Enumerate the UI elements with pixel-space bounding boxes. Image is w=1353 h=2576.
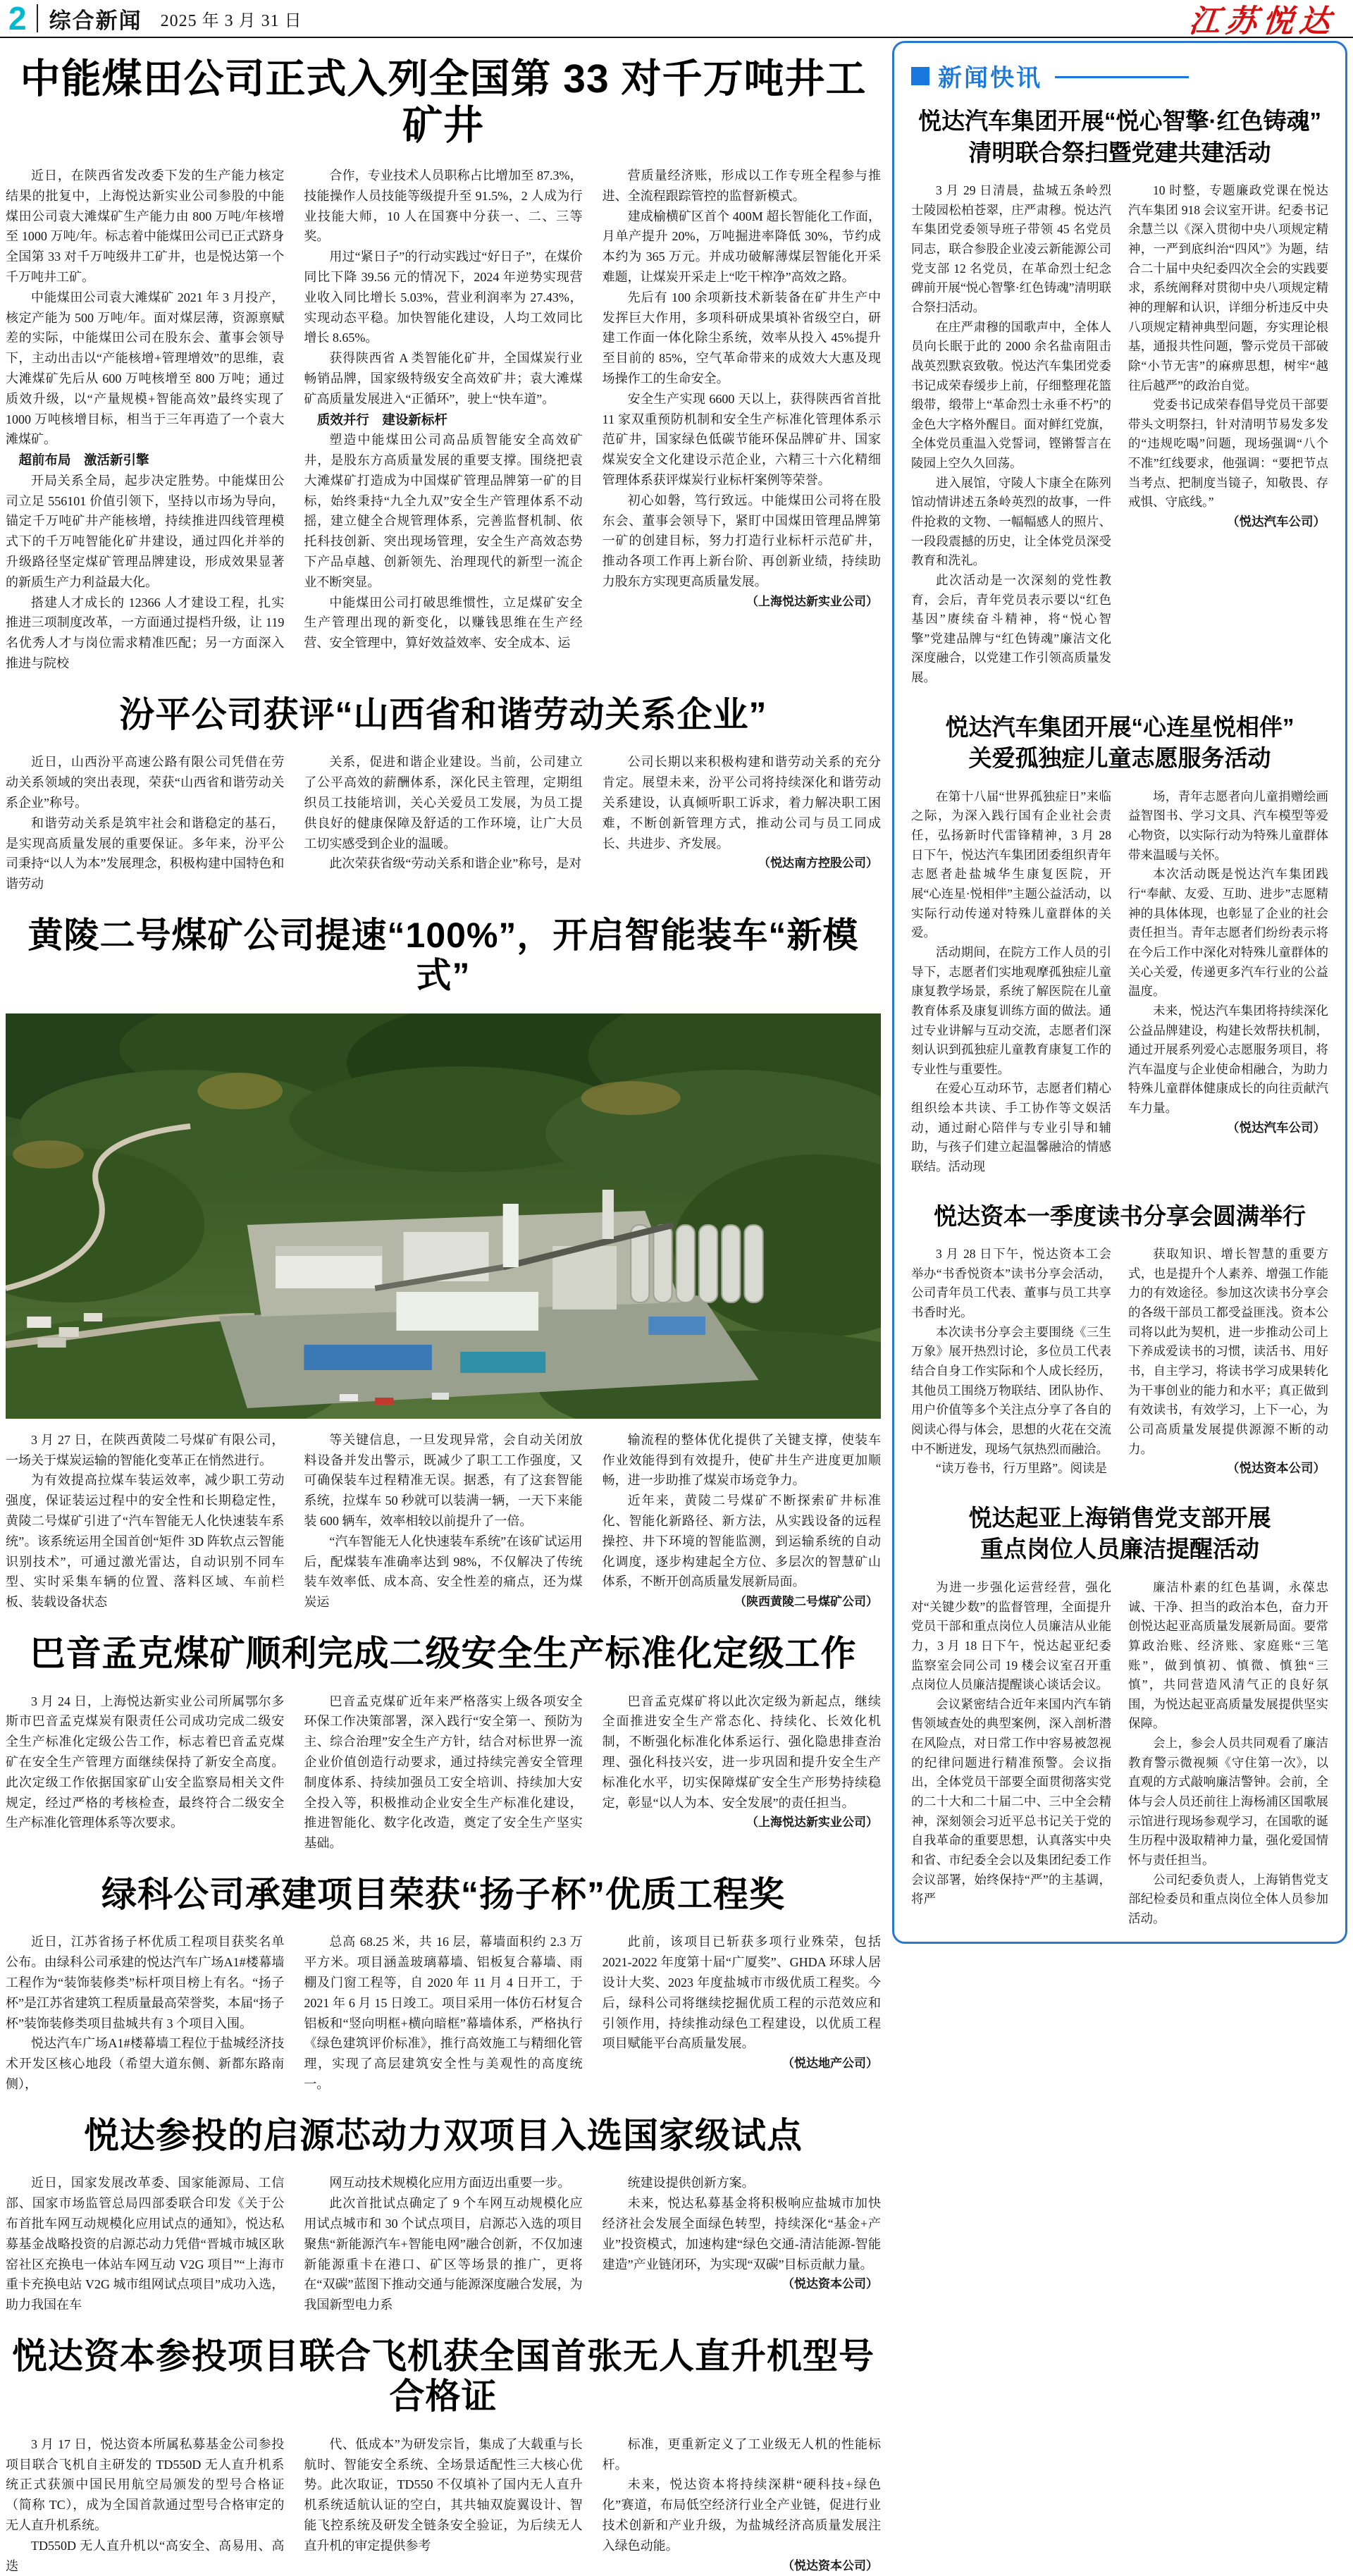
paragraph: 未来，悦达汽车集团将持续深化公益品牌建设，构建长效帮扶机制，通过开展系列爱心志愿服务项目，将汽车温度与企业使命相融合，为助力特殊儿童群体健康成长的向往贡献汽车力量。: [1128, 1003, 1328, 1116]
text-column: [1128, 787, 1328, 1177]
paragraph: 悦达汽车广场A1#楼幕墙工程位于盐城经济技术开发区核心地段（希望大道东侧、新都东路南侧），: [6, 2036, 285, 2092]
paragraph: 廉洁朴素的红色基调，永葆忠诚、干净、担当的政治本色，奋力开创悦达起亚高质量发展新局面。要常算政治账、经济账、家庭账“三笔账”，做到慎初、慎微、慎独“三慎”，共同营造风清气正的良好氛围，为悦达起亚高质量发展提供坚实保障。: [1128, 1579, 1328, 1731]
paragraph: 会议紧密结合近年来国内汽车销售领域查处的典型案例，深入剖析潜在风险点，对日常工作中容易被忽视的纪律问题进行精准预警。会议指出，全体党员干部要全面贯彻落实党的二十大和二十届二中、三中全会精神，深刻领会习近平总书记关于党的自我革命的重要思想，认真落实中央和省、市纪委全会以及集团纪委工作会议部署，始终保持“严”的主基调，将严: [911, 1696, 1111, 1906]
paragraph: 先后有 100 余项新技术新装备在矿井生产中发挥巨大作用，多项科研成果填补省级空白，研建工作面一体化除尘系统，效率从投入 45%提升至目前的 85%，空气革命带来的成效大大惠及现场操作工的生命安全。: [602, 290, 881, 386]
paragraph: 近日，山西汾平高速公路有限公司凭借在劳动关系领域的突出表现，荣获“山西省和谐劳动关系企业”称号。: [6, 755, 285, 810]
news-flash-rule: [1055, 76, 1189, 78]
paragraph: 近年来，黄陵二号煤矿不断探索矿井标准化、智能化新路径、新方法，从实践设备的远程操控、井下环境的智能监测，到运输系统的自动化调度，逐步构建起全方位、多层次的智慧矿山体系，不断开创高质量发展新局面。: [602, 1493, 881, 1589]
article-body: [6, 752, 881, 894]
aerial-coal-mine-photo: [6, 1013, 881, 1419]
text-column: [911, 787, 1111, 1177]
text-column: [6, 1691, 284, 1854]
article-body: [6, 1691, 881, 1854]
paragraph: 此次首批试点确定了 9 个车网互动规模化应用试点城市和 30 个试点项目，启源芯入选的项目聚焦“新能源汽车+智能电网”融合创新，不仅加速新能源重卡在港口、矿区等场景的推广，更将在“双碳”蓝图下推动交通与能源深度融合发展，为我国新型电力系: [304, 2196, 583, 2312]
paragraph: TD550D 无人直升机以“高安全、高易用、高迭: [6, 2538, 285, 2573]
paragraph: 在庄严肃穆的国歌声中，全体人员向长眠于此的 2000 余名盐南阻击战英烈默哀致敬。悦达汽车集团党委书记成荣春缓步上前，仔细整理花篮缎带，缎带上“革命烈士永垂不朽”的金色大字格外醒目。面对鲜红党旗，全体党员重温入党誓词，铿锵誓言在陵园上空久久回荡。: [911, 319, 1111, 471]
paragraph: 关系，促进和谐企业建设。当前，公司建立了公平高效的薪酬体系，深化民主管理，定期组织员工技能培训，关心关爱员工发展，为员工提供良好的健康保障及舒适的工作环境，让广大员工切实感受到企业的温暖。: [304, 755, 583, 851]
text-column: [304, 752, 582, 894]
paragraph: 塑造中能煤田公司高品质智能安全高效矿井，是股东方高质量发展的重要支撑。围绕把袁大滩煤矿打造成为中国煤矿管理品牌第一矿的目标，始终秉持“九全九双”安全生产管理体系不动摇，建立健全合规管理体系，完善监督机制、依托科技创新、突出现场管理，安全生产高效态势下产品卓越、创新领先、治理现代的新型一流企业不断突显。: [304, 433, 583, 589]
paragraph: 统建设提供创新方案。: [627, 2176, 755, 2190]
paragraph: 3 月 17 日，悦达资本所属私募基金公司参投项目联合飞机自主研发的 TD550D 无人直升机系统正式获颁中国民用航空局颁发的型号合格证（简称 TC），成为全国首款通过型号合格审定的无人直升机系统。: [6, 2436, 285, 2533]
article-body: [6, 1932, 881, 2094]
news-flash-region: [892, 41, 1347, 2576]
text-column: [6, 1932, 284, 2094]
byline: （悦达资本公司）: [781, 2558, 878, 2572]
news-item: [911, 1503, 1328, 1929]
subhead: 质效并行 建设新标杆: [316, 412, 447, 427]
article-huangling: [6, 916, 881, 1613]
text-column: [603, 2173, 881, 2315]
text-column: [6, 2173, 284, 2315]
paragraph: 开局关系全局，起步决定胜势。中能煤田公司立足 556101 价值引领下，坚持以市场为导向，锚定千万吨矿井产能核增，持续推进四线管理模式下的千万吨智能化矿井建设，通过四化并举的升级路径坚定煤矿管理品牌建设，形成效果显著的新质生产力利益最大化。: [6, 473, 285, 589]
text-column: [603, 752, 881, 894]
byline: （上海悦达新实业公司）: [746, 594, 878, 608]
paragraph: 进入展馆，守陵人卞康全在陈列馆动情讲述五条岭英烈的故事，一件件抢救的文物、一幅幅感人的照片、一段段震撼的历史，让全体党员深受教育和洗礼。: [911, 475, 1111, 568]
text-column: [304, 1691, 582, 1854]
paragraph: 党委书记成荣春倡导党员干部要带头文明祭扫，针对清明节易发多发的“违规吃喝”问题，现场强调“八个不准”红线要求，他强调：“要把节点当考点、把制度当镜子，知敬畏、存戒惧、守底线。”: [1128, 398, 1328, 510]
issue-date: 2025 年 3 月 31 日: [160, 11, 302, 30]
text-column: [603, 2434, 881, 2576]
byline: （陕西黄陵二号煤矿公司）: [734, 1595, 878, 1609]
subhead: 超前布局 激活新引擎: [18, 452, 149, 468]
header-divider: [37, 4, 38, 32]
paragraph: 获得陕西省 A 类智能化矿井，全国煤炭行业畅销品牌，国家级特级安全高效矿井；袁大滩煤矿高质量发展进入“正循环”，驶上“快车道”。: [304, 351, 583, 406]
news-flash-box: [892, 41, 1347, 1944]
paragraph: 初心如磐，笃行致远。中能煤田公司将在股东会、董事会领导下，紧盯中国煤田管理品牌第一矿的创建目标，努力打造行业标杆示范矿井，推动各项工作再上新台阶、再创新业绩，持续助力股东方实现更高质量发展。: [602, 493, 881, 589]
article-lianhefeiji: [6, 2336, 881, 2576]
news-item: [911, 106, 1328, 688]
section-title: 综合新闻: [49, 8, 142, 33]
paragraph: 输流程的整体优化提供了关键支撑，使装车作业效能得到有效提升，使矿井生产进度更加顺畅，进一步助推了煤炭市场竞争力。: [602, 1432, 881, 1488]
article-body: [6, 166, 881, 674]
paragraph: 未来，悦达私募基金将积极响应盐城市加快经济社会发展全面绿色转型，持续深化“基金+产业”投资模式，加速构建“绿色交通-清洁能源-智能建造”产业链闭环，为实现“双碳”目标贡献力量。: [602, 2196, 881, 2272]
news-item-title: 悦达汽车集团开展“心连星悦相伴”: [945, 713, 1295, 740]
paragraph: 10 时整，专题廉政党课在悦达汽车集团 918 会议室开讲。纪委书记余慧兰以《深入贯彻中央八项规定精神，一严到底纠治“四风”》为题，结合二十届中央纪委四次全会的实践要求，系统阐释对贯彻中央八项规定精神的理解和认识，详细分析违反中央八项规定精神典型问题，夯实理论根基，通报共性问题，警示党员干部破除“小节无害”的麻痹思想，树牢“越往后越严”的政治自觉。: [1128, 183, 1328, 393]
paragraph: 中能煤田公司打破思维惯性，立足煤矿安全生产管理出现的新变化，以赚钱思维在生产经营、安全管理中，算好效益效率、安全成本、运: [304, 595, 583, 651]
news-item-title: 重点岗位人员廉洁提醒活动: [980, 1536, 1259, 1563]
paragraph: 活动期间，在院方工作人员的引导下，志愿者们实地观摩孤独症儿童康复教学场景，系统了解医院在儿童教育体系及康复训练方面的做法。通过专业讲解与互动交流，志愿者们深刻认识到孤独症儿童教育康复工作的专业性与重要性。: [911, 944, 1111, 1076]
news-item: [911, 1201, 1328, 1479]
paragraph: 用过“紧日子”的行动实践过“好日子”，在煤价同比下降 39.56 元的情况下，2024 年逆势实现营业收入同比增长 5.03%，营业利润率为 27.43%，实现动态平稳。加快智能化建设，人均工效同比增长 8.65%。: [304, 249, 583, 345]
news-list: [911, 106, 1328, 1929]
news-item-title: 清明联合祭扫暨党建共建活动: [968, 139, 1271, 166]
article-headline: 悦达资本参投项目联合飞机获全国首张无人直升机型号合格证: [12, 2336, 875, 2417]
paragraph: 此次荣获省级“劳动关系和谐企业”称号，是对: [329, 856, 582, 871]
paragraph: 代、低成本”为研发宗旨，集成了大载重与长航时、智能安全系统、全场景适配性三大核心优势。此次取证，TD550 不仅填补了国内无人直升机系统适航认证的空白，其共轴双旋翼设计、智能飞控系统及研发全链条安全验证，为后续无人直升机的审定提供参考: [304, 2436, 583, 2553]
text-column: [603, 166, 881, 674]
page-header: [0, 0, 1353, 38]
paragraph: 此前，该项目已斩获多项行业殊荣，包括 2021-2022 年度第十届“广厦奖”、GHDA 环球人居设计大奖、2023 年度盐城市市级优质工程奖。今后，绿科公司将继续挖掘优质工程的示范效应和引领作用，持续推动绿色工程建设，以优质工程项目赋能平台高质量发展。: [602, 1935, 881, 2051]
paragraph: 本次活动既是悦达汽车集团践行“奉献、友爱、互助、进步”志愿精神的具体体现，也彰显了企业的社会责任担当。青年志愿者们纷纷表示将在今后工作中深化对特殊儿童群体的关心关爱，传递更多汽车行业的公益温度。: [1128, 867, 1328, 999]
article-fenping: [6, 695, 881, 894]
article-qiyuan: [6, 2116, 881, 2315]
news-item-title: 悦达汽车集团开展“悦心智擎·红色铸魂”: [918, 108, 1321, 134]
news-item: [911, 712, 1328, 1177]
text-column: [603, 1932, 881, 2094]
paragraph: 和谐劳动关系是筑牢社会和谐稳定的基石，是实现高质量发展的重要保证。多年来，汾平公司秉持“以人为本”发展理念，积极构建中国特色和谐劳动: [6, 815, 285, 892]
byline: （悦达汽车公司）: [1227, 1120, 1326, 1135]
article-body: [6, 2173, 881, 2315]
main-story-region: [6, 41, 881, 2576]
paragraph: 3 月 28 日下午，悦达资本工会举办“书香悦资本”读书分享会活动，公司青年员工代表、董事与员工共享书香时光。: [911, 1247, 1111, 1320]
byline: （上海悦达新实业公司）: [746, 1816, 878, 1830]
text-column: [6, 1430, 284, 1613]
text-column: [911, 1245, 1111, 1479]
paragraph: 3 月 27 日，在陕西黄陵二号煤矿有限公司，一场关于煤炭运输的智能化变革正在悄然进行。: [6, 1432, 285, 1467]
byline: （悦达地产公司）: [781, 2057, 878, 2071]
paragraph: 未来，悦达资本将持续深耕“硬科技+绿色化”赛道，布局低空经济行业全产业链，促进行业技术创新和产业升级，为盐城经济高质量发展注入绿色动能。: [602, 2477, 881, 2553]
paragraph: 建成榆横矿区首个 400M 超长智能化工作面，月单产提升 20%，万吨掘进率降低 30%，节约成本约为 365 万元。并成功破解薄煤层智能化开采难题，让煤炭开采走上“吃干榨净”高效之路。: [602, 209, 881, 285]
paragraph: 巴音孟克煤矿将以此次定级为新起点，继续全面推进安全生产常态化、持续化、长效化机制，不断强化标准化体系运行、强化隐患排查治理、强化科技兴安，进一步巩固和提升安全生产标准化水平，切实保障煤矿安全生产形势持续稳定，彰显“以人为本、安全发展”的责任担当。: [602, 1694, 881, 1810]
paragraph: 为有效提高拉煤车装运效率，减少职工劳动强度，保证装运过程中的安全性和长期稳定性，黄陵二号煤矿引进了“汽车智能无人化快速装车系统”。该系统运用全国首创“矩件 3D 阵软点云智能识别技术”，可通过激光雷达，自动识别不同车型、实时采集车辆的位置、落料区域、车前栏板、装载设备状态: [6, 1473, 285, 1610]
text-column: [6, 2434, 284, 2576]
paragraph: “读万卷书，行万里路”。阅读是: [936, 1461, 1108, 1476]
text-column: [304, 166, 582, 674]
byline: （悦达资本公司）: [781, 2277, 878, 2291]
text-column: [1128, 1578, 1328, 1929]
paragraph: 搭建人才成长的 12366 人才建设工程，扎实推进三项制度改革，一方面通过提档升级，让 119 名优秀人才与岗位需求精准匹配；另一方面深入推进与院校: [6, 595, 285, 671]
paragraph: 营质量经济账，形成以工作专班全程参与推进、全流程跟踪管控的监督新模式。: [602, 168, 881, 203]
text-column: [6, 166, 284, 674]
news-item-title: 悦达起亚上海销售党支部开展: [968, 1504, 1271, 1531]
paragraph: 公司长期以来积极构建和谐劳动关系的充分肯定。展望未来，汾平公司将持续深化和谐劳动关系建设，认真倾听职工诉求，着力解决职工困难，不断创新管理方式，推动公司与员工同成长、共进步、齐发展。: [602, 755, 881, 851]
paragraph: 网互动技术规模化应用方面迈出重要一步。: [329, 2176, 571, 2190]
article-body: [6, 1430, 881, 1613]
text-column: [6, 752, 284, 894]
paragraph: 场，青年志愿者向儿童捐赠绘画益智图书、学习文具、汽车模型等爱心物资，以实际行动为特殊儿童群体带来温暖与关怀。: [1128, 789, 1328, 862]
paragraph: 公司纪委负责人，上海销售党支部纪检委员和重点岗位全体人员参加活动。: [1128, 1872, 1328, 1925]
newspaper-masthead: 江苏悦达: [1187, 4, 1338, 39]
news-item-body: [911, 181, 1328, 688]
paragraph: 为进一步强化运营经营，强化对“关键少数”的监督管理，全面提升党员干部和重点岗位人员廉洁从业能力，3 月 18 日下午，悦达起亚纪委监察室会同公司 19 楼会议室召开重点岗位人员廉洁提醒谈心谈话会议。: [911, 1579, 1111, 1692]
text-column: [304, 1430, 582, 1613]
paragraph: 中能煤田公司袁大滩煤矿 2021 年 3 月投产，核定产能为 500 万吨/年。面对煤层薄，资源禀赋差的实际，中能煤田公司在股东会、董事会领导下，主动出击以“产能核增+管理增效”的思维，袁大滩煤矿先后从 600 万吨核增至 800 万吨；通过质效升级，以“产量规模+智能高效”最终实现了 1000 万吨核增目标，相当于三年再造了一个袁大滩煤矿。: [6, 290, 285, 447]
news-flash-header: [911, 58, 1328, 93]
paragraph: 标准，更重新定义了工业级无人机的性能标杆。: [602, 2436, 881, 2472]
paragraph: 近日，国家发展改革委、国家能源局、工信部、国家市场监管总局四部委联合印发《关于公布首批车网互动规模化应用试点的通知》，悦达私募基金战略投资的启源芯动力凭借“晋城市城区耿窑社区充换电一体站车网互动 V2G 项目”“上海市重卡充换电站 V2G 城市组网试点项目”成功入选，助力我国在车: [6, 2176, 285, 2312]
text-column: [1128, 1245, 1328, 1479]
article-body: [6, 2434, 881, 2576]
article-headline: 悦达参投的启源芯动力双项目入选国家级试点: [84, 2115, 803, 2155]
paragraph: 巴音孟克煤矿近年来严格落实上级各项安全环保工作决策部署，深入践行“安全第一、预防为主、综合治理”安全生产方针，结合对标世界一流企业价值创造行动要求，通过持续完善安全管理制度体系、持续加强员工安全培训、持续加大安全投入等，积极推动企业安全生产标准化建设，推进智能化、数字化改造，奠定了安全生产坚实基础。: [304, 1694, 583, 1851]
news-item-body: [911, 1245, 1328, 1479]
paragraph: 近日，在陕西省发改委下发的生产能力核定结果的批复中，上海悦达新实业公司参股的中能煤田公司袁大滩煤矿生产能力由 800 万吨/年核增至 1000 万吨/年。标志着中能煤田公司已正式跻身全国第 33 对千万吨级井工矿井，也是悦达第一个千万吨井工矿。: [6, 168, 285, 285]
paragraph: 合作，专业技术人员职称占比增加至 87.3%，技能操作人员技能等级提升至 91.5%，2 人成为行业技能大师，10 人在国赛中分获一、二、三等奖。: [304, 168, 583, 244]
text-column: [304, 2434, 582, 2576]
text-column: [1128, 181, 1328, 688]
paragraph: 本次读书分享会主要围绕《三生万象》展开热烈讨论，多位员工代表结合自身工作实际和个人成长经历，其他员工围绕万物联结、团队协作、用户价值等多个关注点分享了各自的阅读心得与体会，思想的火花在交流中不断迸发，现场气氛热烈而融洽。: [911, 1324, 1111, 1456]
news-item-body: [911, 787, 1328, 1177]
page-number: 2: [8, 0, 27, 37]
page-content: [0, 38, 1353, 2576]
article-lvke: [6, 1875, 881, 2095]
article-headline: 绿科公司承建项目荣获“扬子杯”优质工程奖: [101, 1874, 785, 1914]
text-column: [304, 1932, 582, 2094]
text-column: [911, 1578, 1111, 1929]
text-column: [603, 1691, 881, 1854]
byline: （悦达资本公司）: [1227, 1461, 1326, 1476]
article-headline: 巴音孟克煤矿顺利完成二级安全生产标准化定级工作: [30, 1634, 857, 1674]
paragraph: 会上，参会人员共同观看了廉洁教育警示微视频《守住第一次》，以直观的方式敲响廉洁警钟。会前，全体与会人员还前往上海杨浦区国歌展示馆进行现场参观学习，在国歌的诞生历程中汲取精神力量，强化爱国情怀与责任担当。: [1128, 1736, 1328, 1867]
paragraph: 3 月 29 日清晨，盐城五条岭烈士陵园松柏苍翠，庄严肃穆。悦达汽车集团党委领导班子带领 45 名党员同志，联合参股企业凌云新能源公司党支部 12 名党员，在革命烈士纪念碑前开展“悦心智擎·红色铸魂”清明联合祭扫活动。: [911, 183, 1111, 314]
paragraph: 等关键信息，一旦发现异常，会自动关闭放料设备并发出警示，既减少了职工工作强度，又可确保装车过程精准无误。据悉，有了这套智能系统，拉煤车 50 秒就可以装满一辆，一天下来能装 600 辆车，效率相较以前提升了一倍。: [304, 1432, 583, 1529]
paragraph: 3 月 24 日，上海悦达新实业公司所属鄂尔多斯市巴音孟克煤炭有限责任公司成功完成二级安全生产标准化定级公告工作，标志着巴音孟克煤矿在安全生产管理方面继续保持了新安全高度。此次定级工作依据国家矿山安全监察局相关文件规定，经过严格的考核检查，最终符合二级安全生产标准化管理体系等次要求。: [6, 1694, 285, 1830]
paragraph: 此次活动是一次深刻的党性教育，会后，青年党员表示要以“红色基因”赓续奋斗精神，将“悦心智擎”党建品牌与“红色铸魂”廉洁文化深度融合，以党建工作引领高质量发展。: [911, 572, 1111, 685]
text-column: [304, 2173, 582, 2315]
blue-square-icon: [911, 67, 929, 85]
text-column: [911, 181, 1111, 688]
paragraph: 安全生产实现 6600 天以上，获得陕西省首批 11 家双重预防机制和安全生产标准化管理体系示范矿井，国家绿色低碳节能环保品牌矿井、国家煤炭安全文化建设示范企业，六精三十六化精细管理体系获评煤炭行业标杆案例等荣誉。: [602, 391, 881, 488]
byline: （悦达汽车公司）: [1227, 514, 1326, 529]
paragraph: 在爱心互动环节，志愿者们精心组织绘本共读、手工协作等文娱活动，通过耐心陪伴与专业引导和辅助，与孩子们建立起温馨融洽的情感联结。活动现: [911, 1081, 1111, 1174]
paragraph: 获取知识、增长智慧的重要方式，也是提升个人素养、增强工作能力的有效途径。参加这次读书分享会的各级干部员工都受益匪浅。资本公司将以此为契机，进一步推动公司上下养成爱读书的习惯，读活书、用好书，自主学习，将读书学习成果转化为干事创业的能力和水平；真正做到有效读书，有效学习，上下一心，为公司高质量发展提供源源不断的动力。: [1128, 1247, 1328, 1456]
news-item-title: 关爱孤独症儿童志愿服务活动: [968, 745, 1271, 772]
news-flash-label: 新闻快讯: [938, 65, 1042, 92]
paragraph: 在第十八届“世界孤独症日”来临之际，为深入践行国有企业社会责任，弘扬新时代雷锋精神，3 月 28 日下午，悦达汽车集团团委组织青年志愿者赴盐城华生康复医院，开展“心连星·悦相伴”主题公益活动，以实际行动传递对特殊儿童群体的关爱。: [911, 789, 1111, 940]
paragraph: “汽车智能无人化快速装车系统”在该矿试运用后，配煤装车准确率达到 98%，不仅解决了传统装车效率低、成本高、安全性差的痛点，还为煤炭运: [304, 1534, 583, 1610]
article-headline: 中能煤田公司正式入列全国第 33 对千万吨井工矿井: [20, 56, 867, 148]
article-bayinmengke: [6, 1634, 881, 1854]
text-column: [603, 1430, 881, 1613]
news-item-body: [911, 1578, 1328, 1929]
paragraph: 总高 68.25 米，共 16 层，幕墙面积约 2.3 万平方米。项目涵盖玻璃幕墙、铝板复合幕墙、雨棚及门窗工程等，自 2020 年 11 月 4 日开工，于 2021 年 6 月 15 日竣工。项目采用一体仿石材复合铝板和“竖向明框+横向暗框”幕墙体系，严格执行《绿色建筑评价标准》，推行高效施工与精细化管理，实现了高层建筑安全性与美观性的高度统一。: [304, 1935, 583, 2092]
article-headline: 黄陵二号煤矿公司提速“100%”，开启智能装车“新模式”: [27, 915, 859, 996]
article-headline: 汾平公司获评“山西省和谐劳动关系企业”: [119, 694, 767, 734]
paragraph: 近日，江苏省扬子杯优质工程项目获奖名单公布。由绿科公司承建的悦达汽车广场A1#楼幕墙工程作为“装饰装修类”标杆项目榜上有名。“扬子杯”是江苏省建筑工程质量最高荣誉奖，本届“扬子杯”装饰装修类项目盐城共有 3 个项目入围。: [6, 1935, 285, 2030]
article-zhongneng: [6, 56, 881, 674]
byline: （悦达南方控股公司）: [758, 856, 878, 870]
news-item-title: 悦达资本一季度读书分享会圆满举行: [934, 1202, 1306, 1229]
